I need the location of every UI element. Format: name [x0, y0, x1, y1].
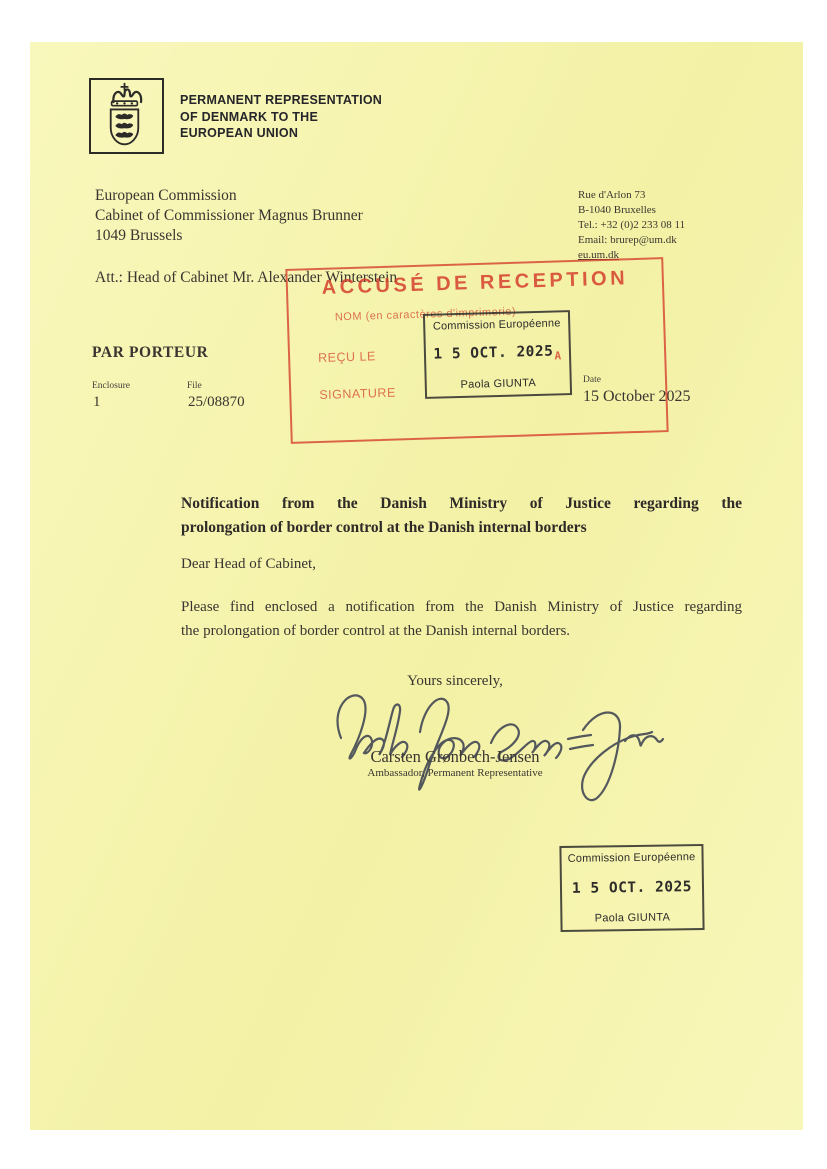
- signer-title: Ambassador, Permanent Representative: [367, 767, 543, 779]
- delivery-method: PAR PORTEUR: [92, 344, 209, 361]
- sender-address-line: Rue d'Arlon 73: [578, 189, 646, 201]
- subject-text: Notification from the Danish Ministry of Justice regarding the: [181, 495, 742, 512]
- reception-stamp-signature-field: SIGNATURE: [319, 385, 397, 402]
- letter-date: 15 October 2025: [583, 388, 691, 405]
- letter-paper: [30, 42, 803, 1130]
- recipient-address: [95, 186, 363, 246]
- commission-stamp-name: Paola GIUNTA: [594, 911, 671, 925]
- coat-of-arms-icon: [91, 80, 158, 148]
- reception-stamp-recu-field: REÇU LE: [317, 349, 377, 365]
- sender-address-line: B-1040 Bruxelles: [578, 204, 656, 216]
- commission-stamp-org: Commission Européenne: [567, 851, 696, 865]
- file-label: File: [187, 381, 202, 391]
- enclosure-value: 1: [93, 394, 101, 410]
- body-paragraph: [181, 595, 742, 643]
- org-line: OF DENMARK TO THE: [180, 109, 319, 124]
- subject-line: [181, 492, 742, 540]
- recipient-line: European Commission: [95, 187, 237, 204]
- signer-name: Carsten Grønbech-Jensen: [370, 747, 540, 766]
- subject-text: prolongation of border control at the Danish internal borders: [181, 519, 587, 536]
- stamp-date-text: 1 5 OCT. 2025: [433, 343, 554, 363]
- enclosure-label: Enclosure: [92, 381, 130, 391]
- commission-date-stamp-bottom: [559, 844, 704, 932]
- reception-stamp-title: ACCUSÉ DE RECEPTION: [321, 267, 629, 299]
- attention-line: Att.: Head of Cabinet Mr. Alexander Winterstein: [95, 269, 398, 286]
- sender-website-link: eu.um.dk: [578, 249, 619, 261]
- commission-stamp-date: [430, 343, 565, 366]
- salutation: Dear Head of Cabinet,: [181, 556, 316, 572]
- closing-phrase: Yours sincerely,: [407, 673, 503, 689]
- sender-phone: Tel.: +32 (0)2 233 08 11: [578, 219, 686, 231]
- paragraph-text: the prolongation of border control at the Danish internal borders.: [181, 623, 571, 639]
- stamp-red-letter: A: [554, 349, 562, 363]
- org-line: PERMANENT REPRESENTATION: [180, 93, 383, 107]
- paragraph-text: Please find enclosed a notification from the Danish Ministry of Justice regarding: [181, 599, 742, 615]
- commission-stamp-date: 1 5 OCT. 2025: [571, 879, 693, 897]
- org-line: EUROPEAN UNION: [180, 126, 299, 140]
- commission-stamp-name: Paola GIUNTA: [460, 377, 537, 391]
- sender-contact-block: [578, 188, 685, 263]
- letterhead-org-name: [180, 92, 382, 142]
- recipient-line: Cabinet of Commissioner Magnus Brunner: [95, 207, 363, 224]
- commission-stamp-org: Commission Européenne: [432, 317, 561, 333]
- recipient-line: 1049 Brussels: [95, 227, 183, 244]
- danish-coat-of-arms-logo: [89, 78, 164, 154]
- commission-date-stamp-top: [423, 310, 572, 399]
- date-label: Date: [583, 375, 601, 385]
- reception-stamp-nom-field: NOM (en caractères d'imprimerie): [334, 305, 517, 324]
- file-number: 25/08870: [188, 394, 245, 410]
- sender-email: Email: brurep@um.dk: [578, 234, 677, 246]
